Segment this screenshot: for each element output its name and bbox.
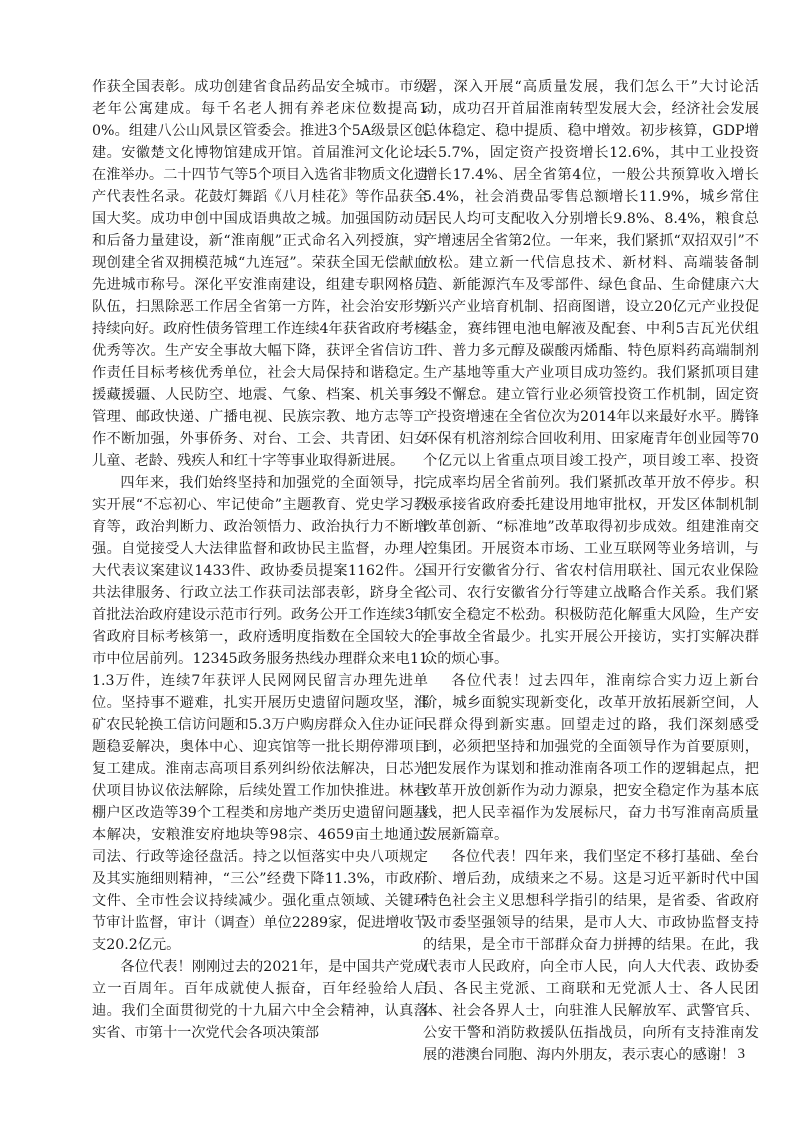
paragraph: 各位代表！过去四年，淮南综合实力迈上新台阶，城乡面貌实现新变化，改革开放拓展新空间，人民群众得到新实惠。回望走过的路，我们深刻感受到，必须把坚持和加强党的全面领导作为首要原则，把发展作为谋划和推动淮南各项工作的逻辑起点，把改革开放创新作为动力源泉，把安全稳定作为基本底线，把人民幸福作为发展标尺，奋力书写淮南高质量发展新篇章。 [423, 673, 759, 843]
paragraph-continued: 署，深入开展“高质量发展，我们怎么干”大讨论活动，成功召开首届淮南转型发展大会，经济社会发展总体稳定、稳中提质、稳中增效。初步核算，GDP增长5.7%，固定资产投资增长12.6%，其中工业投资增长17.4%、居全省第4位，一般公共预算收入增长5.4%，社会消费品零售总额增长11.9%，城乡常住居民人均可支配收入分别增长9.8%、8.4%，粮食总产增速居全省第2位。一年来，我们紧抓“双招双引”不放松。建立新一代信息技术、新材料、高端装备制造、新能源汽车及零部件、绿色食品、生命健康六大新兴产业培育机制、招商图谱，设立20亿元产业投促基金，赛纬锂电池电解液及配套、中利5吉瓦光伏组件、普力多元醇及碳酸丙烯酯、特色原料药高端制剂生产基地等重大产业项目成功签约。我们紧抓项目建设不懈怠。建立管行业必须管投资工作机制，固定资产投资增速在全省位次为2014年以来最好水平。腾锋环保有机溶剂综合回收利用、田家庵青年创业园等70个亿元以上省重点项目竣工投产，项目竣工率、投资完成率均居全省前列。我们紧抓改革开放不停步。积极承接省政府委托建设用地审批权，开发区体制机制改革创新、“标准地”改革取得初步成效。组建淮南交控集团。开展资本市场、工业互联网等业务培训，与国开行安徽省分行、省农村信用联社、国元农业保险公司、农行安徽省分行等建立战略合作关系。我们紧抓安全稳定不松劲。积极防范化解重大风险，生产安全事故全省最少。扎实开展公开接访，实打实解决群众的烦心事。 [423, 79, 759, 667]
paragraph-continued: 作获全国表彰。成功创建省食品药品安全城市。市级老年公寓建成。每千名老人拥有养老床位数提高10%。组建八公山风景区管委会。推进3个5A级景区创建。安徽楚文化博物馆建成开馆。首届淮河文化论坛在淮举办。二十四节气等5个项目入选省非物质文化遗产代表性名录。花鼓灯舞蹈《八月桂花》等作品获全国大奖。成功申创中国成语典故之城。加强国防动员和后备力量建设，新“淮南舰”正式命名入列授旗，实现创建全省双拥模范城“九连冠”。荣获全国无偿献血先进城市称号。深化平安淮南建设，组建专职网格员队伍，扫黑除恶工作居全省第一方阵，社会治安形势持续向好。政府性债务管理工作连续4年获省政府考核优秀等次。生产安全事故大幅下降，获评全省信访工作责任目标考核优秀单位，社会大局保持和谐稳定。援藏援疆、人民防空、地震、气象、档案、机关事务管理、邮政快递、广播电视、民族宗教、地方志等工作不断加强，外事侨务、对台、工会、共青团、妇女儿童、老龄、残疾人和红十字等事业取得新进展。 [92, 79, 428, 469]
paragraph: 四年来，我们始终坚持和加强党的全面领导，扎实开展“不忘初心、牢记使命”主题教育、党史学习教育等，政治判断力、政治领悟力、政治执行力不断增强。自觉接受人大法律监督和政协民主监督，办理人大代表议案建议1433件、政协委员提案1162件。公共法律服务、行政立法工作获司法部表彰，跻身全省首批法治政府建设示范市行列。政务公开工作连续3年省政府目标考核第一，政府透明度指数在全国较大的市中位居前列。12345政务服务热线办理群众来电111.3万件，连续7年获评人民网网民留言办理先进单位。坚持事不避难，扎实开展历史遗留问题攻坚，淮矿农民轮换工信访问题和5.3万户购房群众入住办证问题稳妥解决，奥体中心、迎宾馆等一批长期停滞项目复工建成。淮南志高项目系列纠纷依法解决，日芯光伏项目协议依法解除，后续处置工作加快推进。林巷棚户区改造等39个工程类和房地产类历史遗留问题基本解决，安粮淮安府地块等98宗、4659亩土地通过司法、行政等途径盘活。持之以恒落实中央八项规定及其实施细则精神，“三公”经费下降11.3%，市政府文件、全市性会议持续减少。强化重点领域、关键环节审计监督，审计（调查）单位2289家，促进增收节支20.2亿元。 [92, 475, 428, 953]
paragraph: 各位代表！刚刚过去的2021年，是中国共产党成立一百周年。百年成就使人振奋，百年经验给人启迪。我们全面贯彻党的十九届六中全会精神，认真落实省、市第十一次党代会各项决策部 [92, 959, 428, 1041]
page-number: 3 [737, 1046, 745, 1062]
right-column [423, 76, 759, 1066]
paragraph: 各位代表！四年来，我们坚定不移打基础、垒台阶、增后劲，成绩来之不易。这是习近平新时代中国特色社会主义思想科学指引的结果，是省委、省政府及市委坚强领导的结果，是市人大、市政协监督支持的结果，是全市干部群众奋力拼搏的结果。在此，我代表市人民政府，向全市人民，向人大代表、政协委员、各民主党派、工商联和无党派人士、各人民团体、社会各界人士，向驻淮人民解放军、武警官兵、公安干警和消防救援队伍指战员，向所有支持淮南发展的港澳台同胞、海内外朋友，表示衷心的感谢！ [423, 849, 759, 1063]
left-column [92, 76, 428, 1044]
